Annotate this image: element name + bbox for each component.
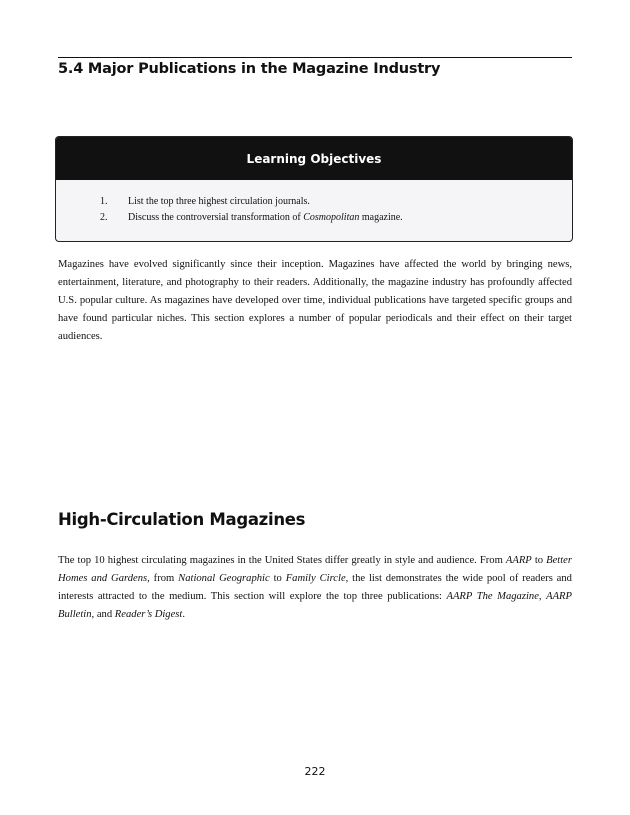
magazine-title: Reader’s Digest xyxy=(114,609,183,620)
magazine-title: AARP xyxy=(505,555,532,566)
magazine-title: AARP Bulletin xyxy=(58,591,572,620)
magazine-title: Cosmopolitan xyxy=(303,212,360,223)
top-rule xyxy=(58,57,572,58)
high-circulation-heading: High-Circulation Magazines xyxy=(58,510,306,529)
high-circulation-paragraph: The top 10 highest circulating magazines in the United States differ greatly in style and audience. From AARP to Better Homes and Gardens, from National Geographic to Family Circle, the list demonstrates the wide pool of readers and interests attracted to the medium. This section will explore the top three publications: AARP The Magazine, AARP Bulletin, and Reader’s Digest. xyxy=(58,555,572,620)
objective-text: List the top three highest circulation journals. xyxy=(128,196,310,207)
section-title: 5.4 Major Publications in the Magazine Industry xyxy=(58,61,441,77)
objective-number: 2. xyxy=(100,212,108,223)
magazine-title: Better Homes and Gardens xyxy=(58,555,572,584)
magazine-title: Family Circle xyxy=(285,573,346,584)
magazine-title: National Geographic xyxy=(178,573,270,584)
magazine-title: AARP The Magazine xyxy=(446,591,539,602)
learning-objectives-heading: Learning Objectives xyxy=(246,151,382,166)
objective-number: 1. xyxy=(100,196,108,207)
intro-paragraph: Magazines have evolved significantly since their inception. Magazines have affected the world by bringing news, entertainment, literature, and photography to their readers. Additionally, the magazine industry has profoundly affected U.S. popular culture. As magazines have developed over time, individual publications have targeted specific groups and have found particular niches. This section explores a number of popular periodicals and their effect on their target audiences. xyxy=(58,259,572,342)
objective-text: Discuss the controversial transformation of Cosmopolitan magazine. xyxy=(128,212,403,223)
learning-objectives-header xyxy=(56,137,572,180)
learning-objectives-box xyxy=(55,136,573,242)
page-number: 222 xyxy=(304,765,326,778)
